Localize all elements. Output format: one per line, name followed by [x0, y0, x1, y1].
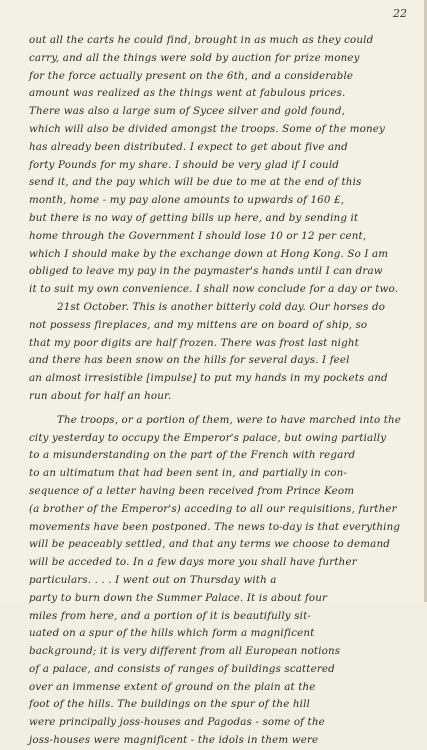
- text-line: particulars. . . . I went out on Thursday with a: [29, 573, 277, 586]
- text-line: background; it is very different from all European notions: [29, 645, 341, 658]
- text-line: (a brother of the Emperor's) acceding to all our requisitions, further: [29, 502, 397, 515]
- text-line: an almost irresistible [impulse] to put my hands in my pockets and: [29, 372, 388, 385]
- text-line: month, home - my pay alone amounts to upwards of 160 £,: [29, 194, 345, 207]
- text-line: which I should make by the exchange down at Hong Kong. So I am: [29, 247, 389, 260]
- text-line: amount was realized as the things went at fabulous prices.: [29, 87, 346, 100]
- text-line: sequence of a letter having been received from Prince Keom: [29, 484, 355, 497]
- text-line: it to suit my own convenience. I shall now conclude for a day or two.: [29, 283, 399, 296]
- text-line: and there has been snow on the hills for several days. I feel: [29, 354, 350, 367]
- text-line: will be peaceably settled, and that any terms we choose to demand: [29, 538, 390, 551]
- text-line: will be acceded to. In a few days more you shall have further: [29, 556, 357, 569]
- text-line: out all the carts he could find, brought in as much as they could: [29, 34, 374, 46]
- text-line: were principally joss-houses and Pagodas - some of the: [29, 716, 325, 729]
- text-line: of a palace, and consists of ranges of buildings scattered: [29, 662, 335, 675]
- text-line: joss-houses were magnificent - the idols in them were: [29, 734, 319, 747]
- page-number: 22: [393, 7, 407, 20]
- text-line: foot of the hills. The buildings on the spur of the hill: [29, 698, 310, 711]
- text-line: that my poor digits are half frozen. There was frost last night: [29, 336, 359, 349]
- text-line: The troops, or a portion of them, were to have marched into the: [57, 413, 402, 426]
- text-line: which will also be divided amongst the troops. Some of the money: [29, 122, 386, 135]
- text-line: city yesterday to occupy the Emperor's palace, but owing partially: [29, 431, 387, 444]
- text-line: to a misunderstanding on the part of the French with regard: [29, 449, 356, 462]
- text-line: for the force actually present on the 6th, and a considerable: [29, 69, 354, 82]
- text-line: party to burn down the Summer Palace. It is about four: [29, 591, 328, 604]
- text-line: to an ultimatum that had been sent in, and partially in con-: [29, 467, 348, 480]
- text-line: has already been distributed. I expect to get about five and: [29, 140, 348, 153]
- text-line: home through the Government I should lose 10 or 12 per cent,: [29, 229, 367, 242]
- text-line: There was also a large sum of Sycee silver and gold found,: [29, 105, 346, 118]
- text-line: forty Pounds for my share. I should be very glad if I could: [29, 158, 340, 171]
- text-line: obliged to leave my pay in the paymaster's hands until I can draw: [29, 265, 383, 278]
- text-line: miles from here, and a portion of it is beautifully sit-: [29, 609, 311, 622]
- text-line: run about for half an hour.: [29, 389, 172, 402]
- text-line: send it, and the pay which will be due to me at the end of this: [29, 176, 362, 189]
- text-line: not possess fireplaces, and my mittens are on board of ship, so: [29, 318, 368, 331]
- text-line: movements have been postponed. The news to-day is that everything: [29, 520, 401, 533]
- text-line: carry, and all the things were sold by auction for prize money: [29, 51, 360, 64]
- text-line: uated on a spur of the hills which form a magnificent: [29, 627, 315, 640]
- text-line: 21st October. This is another bitterly cold day. Our horses do: [57, 300, 386, 313]
- handwritten-letter-body: [29, 32, 402, 750]
- text-line: but there is no way of getting bills up here, and by sending it: [29, 211, 359, 224]
- text-line: over an immense extent of ground on the plain at the: [29, 680, 316, 693]
